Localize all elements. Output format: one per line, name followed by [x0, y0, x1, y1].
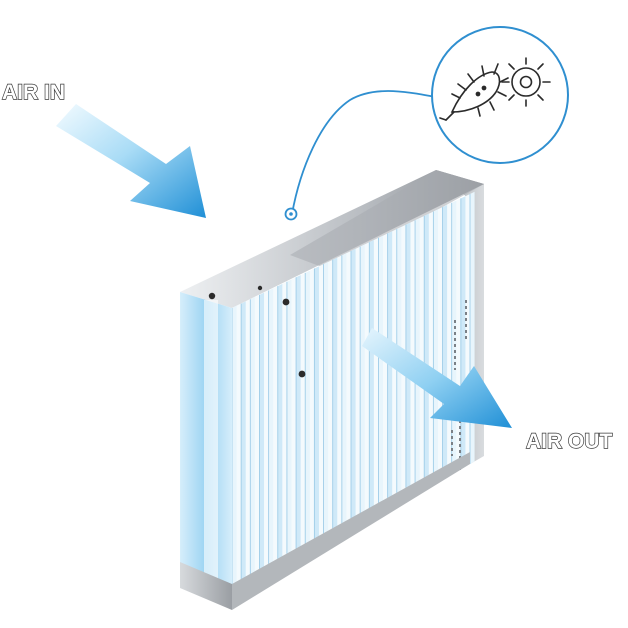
pleat-band — [287, 280, 292, 569]
pleat-band — [269, 288, 274, 579]
pleat-band — [259, 293, 264, 585]
callout-anchor-dot-inner — [289, 212, 293, 216]
pleat-band — [314, 266, 319, 553]
pleat-band — [250, 297, 255, 590]
pleat-band — [278, 284, 283, 574]
pleat-band — [369, 240, 374, 522]
pleat-band — [342, 253, 347, 537]
pleat-band — [351, 249, 356, 532]
pleat-band — [360, 244, 365, 526]
pleat-band — [433, 209, 438, 485]
pleat-band — [388, 231, 393, 511]
pleat-band — [232, 306, 237, 600]
pleat-band — [378, 236, 383, 517]
pleat-band — [452, 201, 457, 475]
filter-front-edge-highlight — [204, 300, 218, 590]
air-in-arrow — [56, 104, 206, 218]
pleat-band — [461, 196, 466, 469]
pleat-band — [305, 271, 310, 558]
magnified-particles-callout — [432, 27, 568, 163]
pleat-band — [324, 262, 329, 548]
pleat-band — [415, 218, 420, 495]
pleat-band — [241, 301, 246, 594]
pleat-band — [443, 205, 448, 480]
pleat-band — [296, 275, 301, 563]
air-in-label: AIR IN — [2, 81, 65, 104]
pleat-band — [424, 214, 429, 490]
air-out-label: AIR OUT — [526, 430, 613, 453]
pleat-band — [333, 258, 338, 543]
